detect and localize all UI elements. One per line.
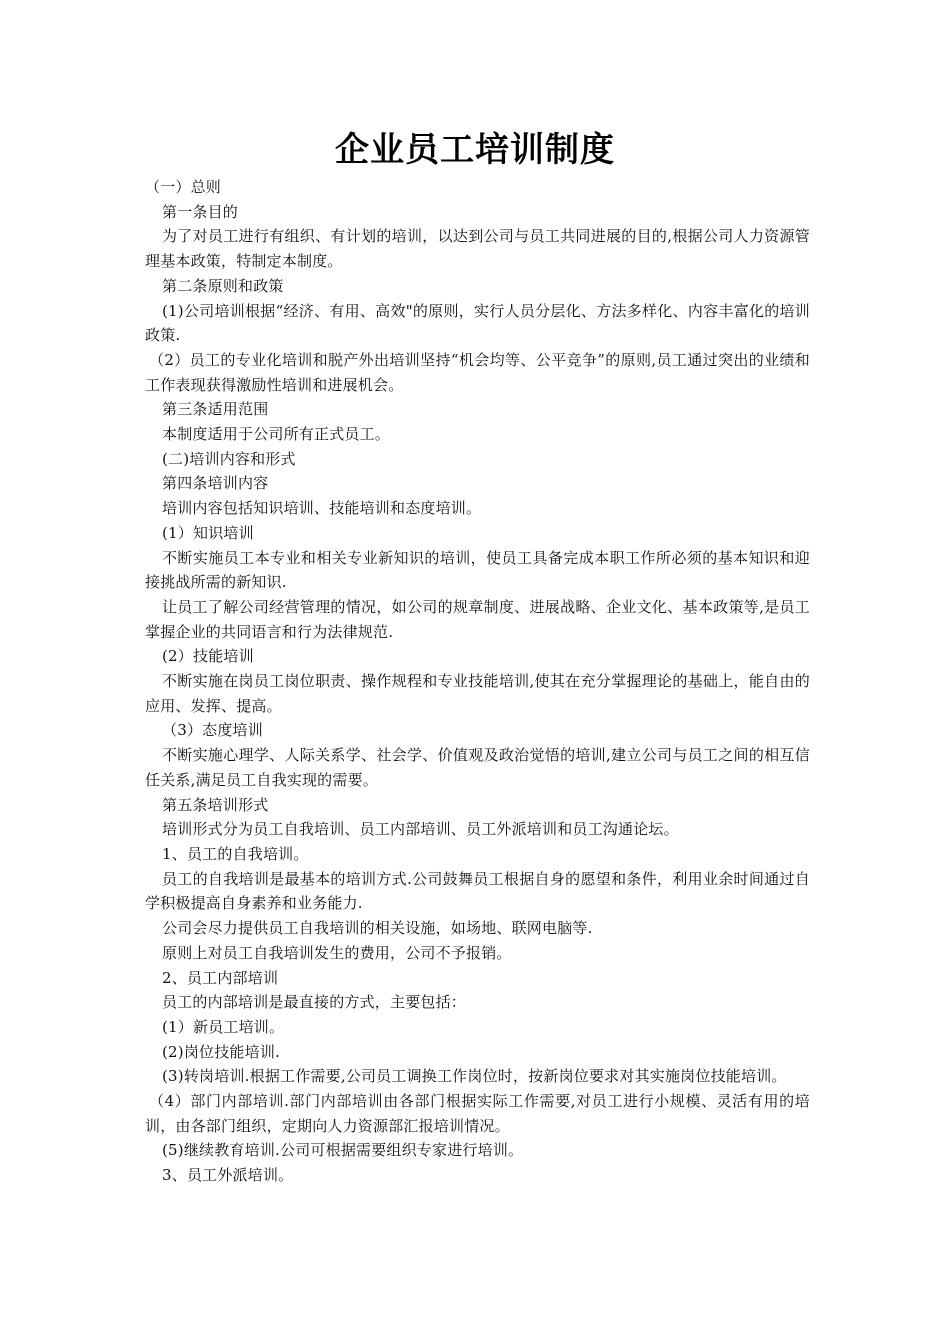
paragraph: 公司会尽力提供员工自我培训的相关设施，如场地、联网电脑等. <box>162 919 593 938</box>
subheading: （3）态度培训 <box>162 721 263 740</box>
list-item: (1）新员工培训。 <box>162 1017 285 1036</box>
subheading: (2）技能培训 <box>162 647 254 666</box>
paragraph: 培训形式分为员工自我培训、员工内部培训、员工外派培训和员工沟通论坛。 <box>162 820 679 839</box>
article-heading: 第一条目的 <box>162 202 239 221</box>
subheading: 3、员工外派培训。 <box>162 1166 294 1185</box>
paragraph: 员工的自我培训是最基本的培训方式.公司鼓舞员工根据自身的愿望和条件，利用业余时间通过自学积极提高自身素养和业务能力. <box>145 869 810 913</box>
paragraph: 不断实施员工本专业和相关专业新知识的培训，使员工具备完成本职工作所必须的基本知识和迎接挑战所需的新知识. <box>145 548 810 592</box>
list-item: (3)转岗培训.根据工作需要,公司员工调换工作岗位时，按新岗位要求对其实施岗位技能培训。 <box>162 1067 787 1086</box>
paragraph: 员工的内部培训是最直接的方式，主要包括： <box>162 993 467 1012</box>
paragraph: 让员工了解公司经营管理的情况，如公司的规章制度、进展战略、企业文化、基本政策等,是员工掌握企业的共同语言和行为法律规范. <box>145 597 810 641</box>
paragraph: (1)公司培训根据“经济、有用、高效"的原则，实行人员分层化、方法多样化、内容丰富化的培训政策. <box>145 301 810 345</box>
subheading: (1）知识培训 <box>162 523 254 542</box>
document-title: 企业员工培训制度 <box>335 130 615 170</box>
paragraph: 不断实施心理学、人际关系学、社会学、价值观及政治觉悟的培训,建立公司与员工之间的相互信任关系,满足员工自我实现的需要。 <box>145 746 810 789</box>
article-heading: 第五条培训形式 <box>162 795 269 814</box>
paragraph: 不断实施在岗员工岗位职责、操作规程和专业技能培训,使其在充分掌握理论的基础上，能自由的应用、发挥、提高。 <box>145 672 810 715</box>
paragraph: 为了对员工进行有组织、有计划的培训，以达到公司与员工共同进展的目的,根据公司人力资源管理基本政策，特制定本制度。 <box>145 227 810 271</box>
paragraph: 培训内容包括知识培训、技能培训和态度培训。 <box>162 499 482 518</box>
document-body <box>145 175 810 1188</box>
paragraph: 本制度适用于公司所有正式员工。 <box>162 425 391 444</box>
section-heading-content: (二)培训内容和形式 <box>162 449 296 468</box>
article-heading: 第四条培训内容 <box>162 474 269 493</box>
list-item: （4）部门内部培训.部门内部培训由各部门根据实际工作需要,对员工进行小规模、灵活有用的培训，由各部门组织，定期向人力资源部汇报培训情况。 <box>145 1092 810 1135</box>
article-heading: 第二条原则和政策 <box>162 276 284 295</box>
paragraph: 原则上对员工自我培训发生的费用，公司不予报销。 <box>162 943 512 962</box>
subheading: 1、员工的自我培训。 <box>162 844 309 863</box>
subheading: 2、员工内部培训 <box>162 968 279 987</box>
section-heading-general: （一）总则 <box>145 178 222 196</box>
list-item: (5)继续教育培训.公司可根据需要组织专家进行培训。 <box>162 1141 524 1160</box>
article-heading: 第三条适用范围 <box>162 400 269 419</box>
paragraph: （2）员工的专业化培训和脱产外出培训坚持“机会均等、公平竞争”的原则,员工通过突出的业绩和工作表现获得激励性培训和进展机会。 <box>145 350 810 394</box>
list-item: (2)岗位技能培训. <box>162 1042 281 1061</box>
